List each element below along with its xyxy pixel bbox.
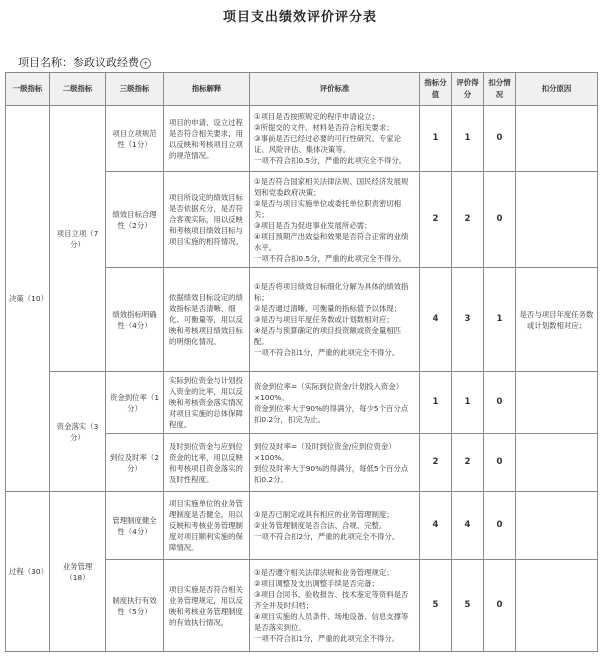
level3-cell: 制度执行有效性（5分） bbox=[106, 560, 164, 652]
reason-cell bbox=[516, 560, 598, 652]
standard-line: ①是否遵守相关法律法规和业务管理规定； bbox=[254, 568, 394, 577]
standard-line: 一项不符合扣1分，严重的此项完全不得分。 bbox=[254, 348, 400, 357]
header-deduction: 扣分情况 bbox=[484, 73, 516, 106]
standard-line: ③是否与项目年度任务数或计划数相对应； bbox=[254, 315, 394, 324]
level1-cell: 决策（10） bbox=[6, 106, 50, 492]
standard-cell bbox=[250, 268, 420, 372]
level3-cell: 到位及时率（2分） bbox=[106, 434, 164, 492]
score-cell: 4 bbox=[420, 268, 452, 372]
interpretation-cell: 项目所设定的绩效目标是否依据充分，是否符合客观实际，用以反映和考核项目绩效目标与项目实施的相符情况。 bbox=[164, 172, 250, 268]
standard-line: ①项目是否按照规定的程序申请设立； bbox=[254, 112, 379, 121]
deduction-cell: 0 bbox=[484, 372, 516, 434]
level3-cell: 项目立项规范性（1分） bbox=[106, 106, 164, 172]
standard-line: ④是否与预算确定的项目投资额或资金量相匹配。 bbox=[254, 326, 402, 346]
table-row bbox=[6, 372, 598, 434]
got-cell: 2 bbox=[452, 172, 484, 268]
standard-cell bbox=[250, 560, 420, 652]
score-cell: 4 bbox=[420, 492, 452, 560]
got-cell: 1 bbox=[452, 106, 484, 172]
interpretation-cell: 及时到位资金与应到位资金的比率，用以反映和考核项目资金落实的及时性程度。 bbox=[164, 434, 250, 492]
header-reason: 扣分原因 bbox=[516, 73, 598, 106]
score-cell: 1 bbox=[420, 372, 452, 434]
interpretation-cell: 项目实施是否符合相关业务管理规定，用以反映和考核业务管理制度的有效执行情况。 bbox=[164, 560, 250, 652]
standard-line: ②业务管理制度是否合法、合规、完整。 bbox=[254, 521, 387, 530]
standard-line: 一项不符合扣0.5分，严重的此项完全不得分。 bbox=[254, 156, 407, 165]
standard-line: 一项不符合扣0.5分，严重的此项完全不得分。 bbox=[254, 253, 407, 263]
level2-cell: 项目立项（7分） bbox=[50, 106, 106, 372]
standard-line: 到位及时率=（及时到位资金/应到位资金）×100%。 bbox=[254, 441, 396, 462]
standard-line: ④项目预期产出效益和效果是否符合正常的业绩水平。 bbox=[254, 231, 409, 252]
level3-cell: 管理制度健全性（4分） bbox=[106, 492, 164, 560]
project-name bbox=[18, 54, 151, 70]
got-cell: 4 bbox=[452, 492, 484, 560]
reason-cell bbox=[516, 492, 598, 560]
score-cell: 2 bbox=[420, 172, 452, 268]
standard-line: ②是否通过清晰、可衡量的指标值予以体现； bbox=[254, 304, 402, 313]
standard-line: ③项目是否为促进事业发展所必需； bbox=[254, 220, 372, 230]
standard-line: ①是否将项目绩效目标细化分解为具体的绩效指标； bbox=[254, 282, 409, 302]
score-cell: 5 bbox=[420, 560, 452, 652]
score-table bbox=[5, 72, 598, 652]
score-cell: 1 bbox=[420, 106, 452, 172]
page-title: 项目支出绩效评价评分表 bbox=[222, 10, 377, 25]
deduction-cell: 0 bbox=[484, 560, 516, 652]
expand-icon[interactable]: + bbox=[140, 58, 151, 69]
deduction-cell: 0 bbox=[484, 492, 516, 560]
level3-cell: 资金到位率（1分） bbox=[106, 372, 164, 434]
level2-cell: 资金落实（3分） bbox=[50, 372, 106, 492]
got-cell: 1 bbox=[452, 372, 484, 434]
header-score: 指标分值 bbox=[420, 73, 452, 106]
deduction-cell: 1 bbox=[484, 268, 516, 372]
got-cell: 2 bbox=[452, 434, 484, 492]
table-row bbox=[6, 492, 598, 560]
standard-line: ③项目合同书、验收报告、技术鉴定等资料是否齐全并及时归档； bbox=[254, 590, 409, 610]
standard-line: ②所提交的文件、材料是否符合相关要求； bbox=[254, 123, 394, 132]
level3-cell: 绩效目标合理性（2分） bbox=[106, 172, 164, 268]
level3-cell: 绩效指标明确性（4分） bbox=[106, 268, 164, 372]
standard-cell bbox=[250, 106, 420, 172]
standard-line: ①是否已制定或具有相应的业务管理制度； bbox=[254, 510, 394, 519]
standard-line: ③事前是否已经过必要的可行性研究、专家论证、风险评估、集体决策等。 bbox=[254, 134, 402, 154]
reason-cell bbox=[516, 172, 598, 268]
standard-cell bbox=[250, 434, 420, 492]
level1-cell: 过程（30） bbox=[6, 492, 50, 652]
standard-cell bbox=[250, 492, 420, 560]
interpretation-cell: 项目的申请、设立过程是否符合相关要求，用以反映和考核项目立项的规范情况。 bbox=[164, 106, 250, 172]
standard-line: 一项不符合扣2分，严重的此项完全不得分。 bbox=[254, 532, 400, 541]
score-cell: 2 bbox=[420, 434, 452, 492]
interpretation-cell: 实际到位资金与计划投入资金的比率，用以反映和考核资金落实情况对项目实施的总体保障程度。 bbox=[164, 372, 250, 434]
table-row bbox=[6, 106, 598, 172]
reason-cell bbox=[516, 106, 598, 172]
header-level2: 二级指标 bbox=[50, 73, 106, 106]
header-level3: 三级指标 bbox=[106, 73, 164, 106]
reason-cell bbox=[516, 434, 598, 492]
standard-line: 一项不符合扣1分，严重的此项完全不得分。 bbox=[254, 634, 400, 643]
standard-line: ①是否符合国家相关法律法规、国民经济发展规划和党委政府决策； bbox=[254, 176, 409, 197]
table-header-row bbox=[6, 73, 598, 106]
deduction-cell: 0 bbox=[484, 172, 516, 268]
standard-cell bbox=[250, 372, 420, 434]
standard-line: 资金到位率=（实际到位资金/计划投入资金）×100%。 bbox=[254, 381, 404, 402]
got-cell: 5 bbox=[452, 560, 484, 652]
header-got: 评价得分 bbox=[452, 73, 484, 106]
standard-line: 资金到位率大于90%的得满分，每少5个百分点扣0.2分，扣完为止。 bbox=[254, 403, 409, 424]
deduction-cell: 0 bbox=[484, 106, 516, 172]
got-cell: 3 bbox=[452, 268, 484, 372]
standard-cell bbox=[250, 172, 420, 268]
standard-line: ②项目调整及支出调整手续是否完备； bbox=[254, 579, 379, 588]
header-level1: 一级指标 bbox=[6, 73, 50, 106]
standard-line: ②是否与项目实施单位或委托单位职责密切相关； bbox=[254, 198, 402, 219]
project-name-label: 项目名称： bbox=[18, 56, 73, 69]
header-standard: 评价标准 bbox=[250, 73, 420, 106]
interpretation-cell: 项目实施单位的业务管理制度是否健全，用以反映和考核业务管理制度对项目顺利实施的保障情况。 bbox=[164, 492, 250, 560]
standard-line: ④项目实施的人员条件、场地设备、信息支撑等是否落实到位。 bbox=[254, 612, 409, 632]
interpretation-cell: 依据绩效目标设定的绩效指标是否清晰、细化、可衡量等，用以反映和考核项目绩效目标的明细化情况。 bbox=[164, 268, 250, 372]
reason-cell bbox=[516, 372, 598, 434]
reason-cell: 是否与项目年度任务数或计划数相对应； bbox=[516, 268, 598, 372]
deduction-cell: 0 bbox=[484, 434, 516, 492]
standard-line: 到位及时率大于90%的得满分，每低5个百分点扣0.2分。 bbox=[254, 463, 409, 484]
header-interpretation: 指标解释 bbox=[164, 73, 250, 106]
project-name-value: 参政议政经费 bbox=[73, 56, 139, 69]
level2-cell: 业务管理（18） bbox=[50, 492, 106, 652]
